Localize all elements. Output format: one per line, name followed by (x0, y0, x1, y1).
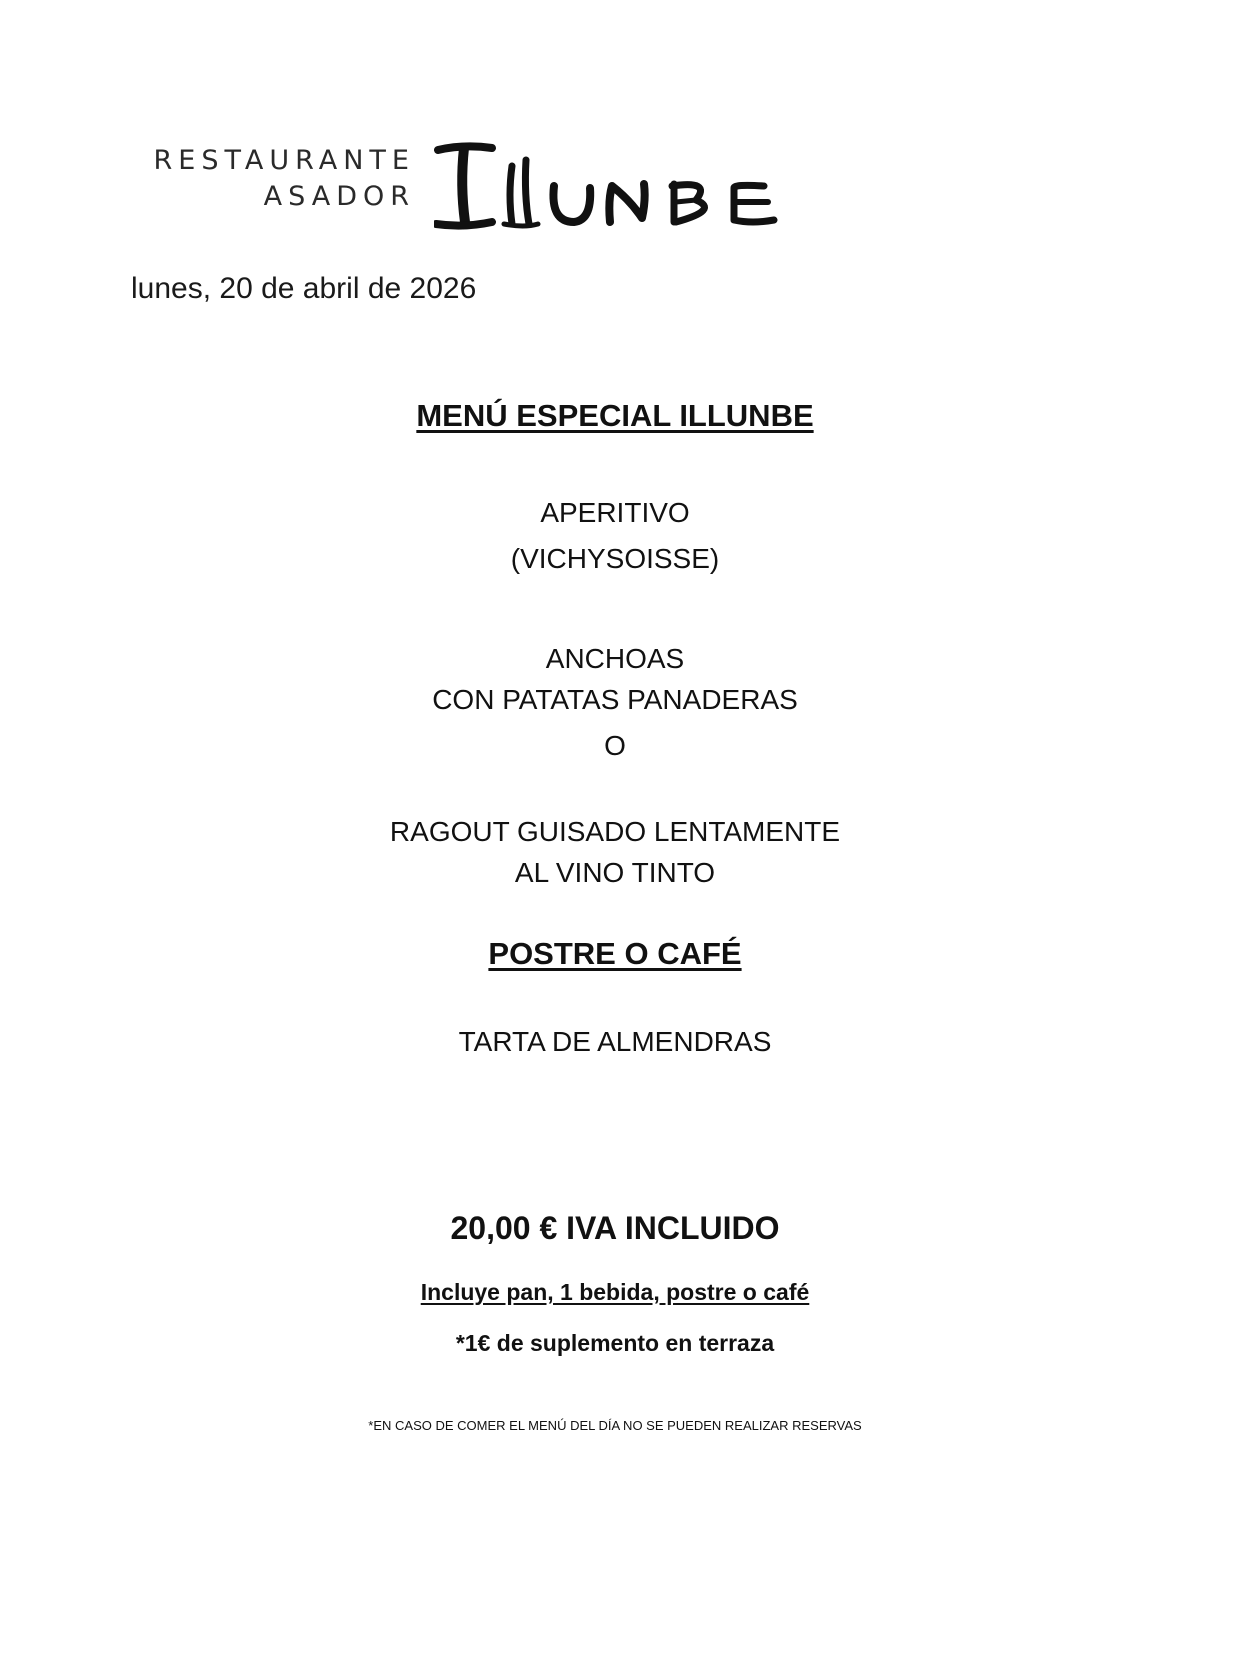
main-option-2-line2: AL VINO TINTO (514, 857, 716, 888)
menu-date: lunes, 20 de abril de 2026 (131, 272, 477, 305)
terrace-supplement: *1€ de suplemento en terraza (455, 1330, 775, 1356)
illunbe-logo-mark (434, 140, 810, 241)
aperitivo-dish: (VICHYSOISSE) (510, 543, 720, 574)
logo-text (143, 143, 415, 215)
or-separator: O (604, 730, 626, 761)
dessert-item: TARTA DE ALMENDRAS (458, 1026, 772, 1057)
aperitivo-label: APERITIVO (540, 497, 690, 528)
main-option-1-line2: CON PATATAS PANADERAS (432, 684, 798, 715)
dessert-title: POSTRE O CAFÉ (488, 936, 742, 971)
main-option-1-line1: ANCHOAS (545, 643, 685, 674)
menu-title: MENÚ ESPECIAL ILLUNBE (416, 398, 814, 433)
includes-text: Incluye pan, 1 bebida, postre o café (420, 1279, 810, 1305)
logo-line-restaurante: RESTAURANTE (153, 145, 415, 176)
illunbe-wordmark-icon (434, 140, 810, 236)
main-option-2-line1: RAGOUT GUISADO LENTAMENTE (389, 816, 841, 847)
price: 20,00 € IVA INCLUIDO (450, 1210, 780, 1246)
logo-line-asador: ASADOR (263, 181, 415, 212)
reservation-note: *EN CASO DE COMER EL MENÚ DEL DÍA NO SE PUEDEN REALIZAR RESERVAS (368, 1418, 862, 1433)
